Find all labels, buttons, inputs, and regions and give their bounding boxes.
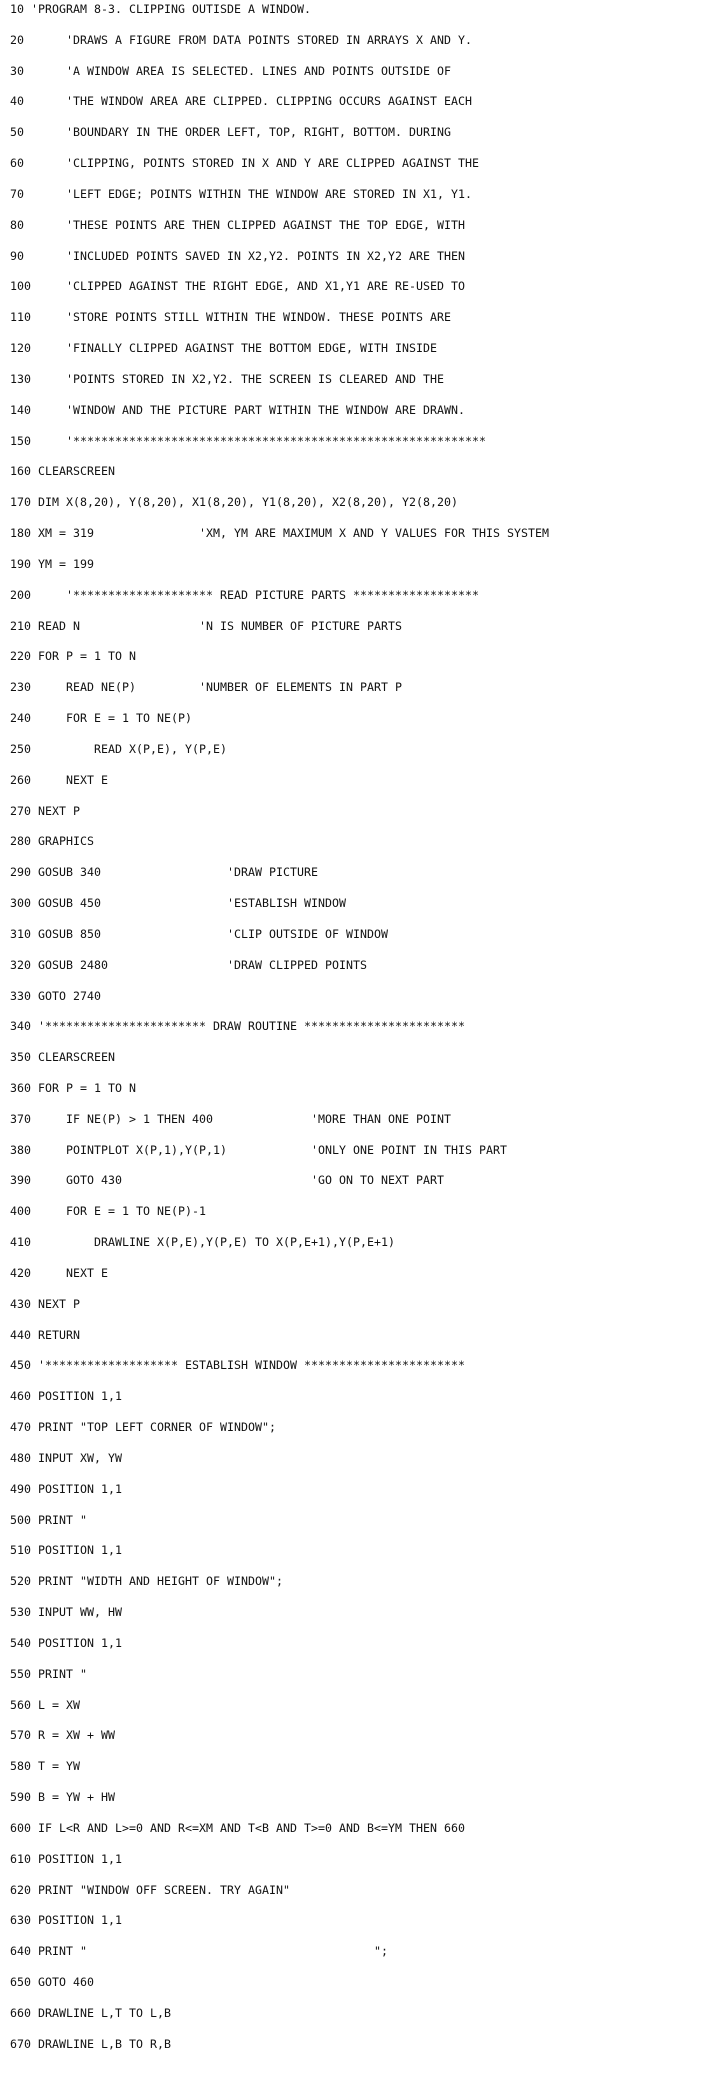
code-line: 570 R = XW + WW: [10, 1728, 116, 1743]
code-line: 370 IF NE(P) > 1 THEN 400 'MORE THAN ONE POINT: [10, 1111, 452, 1126]
code-line: 310 GOSUB 850 'CLIP OUTSIDE OF WINDOW: [10, 926, 389, 941]
code-line: 40 'THE WINDOW AREA ARE CLIPPED. CLIPPING OCCURS AGAINST EACH: [10, 94, 473, 109]
code-line: 340 '*********************** DRAW ROUTINE ***********************: [10, 1019, 466, 1034]
code-line: 580 T = YW: [10, 1759, 81, 1774]
code-line: 450 '******************* ESTABLISH WINDOW ***********************: [10, 1358, 466, 1373]
code-line: 590 B = YW + HW: [10, 1790, 116, 1805]
code-line: 640 PRINT " ";: [10, 1944, 389, 1959]
code-line: 260 NEXT E: [10, 772, 109, 787]
code-line: 70 'LEFT EDGE; POINTS WITHIN THE WINDOW ARE STORED IN X1, Y1.: [10, 186, 473, 201]
code-line: 110 'STORE POINTS STILL WITHIN THE WINDOW. THESE POINTS ARE: [10, 310, 452, 325]
code-line: 540 POSITION 1,1: [10, 1635, 123, 1650]
code-line: 620 PRINT "WINDOW OFF SCREEN. TRY AGAIN": [10, 1882, 291, 1897]
code-line: 330 GOTO 2740: [10, 988, 102, 1003]
code-line: 20 'DRAWS A FIGURE FROM DATA POINTS STORED IN ARRAYS X AND Y.: [10, 32, 473, 47]
code-line: 90 'INCLUDED POINTS SAVED IN X2,Y2. POINTS IN X2,Y2 ARE THEN: [10, 248, 466, 263]
code-line: 530 INPUT WW, HW: [10, 1605, 123, 1620]
code-line: 100 'CLIPPED AGAINST THE RIGHT EDGE, AND X1,Y1 ARE RE-USED TO: [10, 279, 466, 294]
code-line: 390 GOTO 430 'GO ON TO NEXT PART: [10, 1173, 445, 1188]
program-listing: [10, 2, 708, 2090]
code-line: 380 POINTPLOT X(P,1),Y(P,1) 'ONLY ONE POINT IN THIS PART: [10, 1142, 508, 1157]
code-line: 510 POSITION 1,1: [10, 1543, 123, 1558]
code-line: 50 'BOUNDARY IN THE ORDER LEFT, TOP, RIGHT, BOTTOM. DURING: [10, 125, 452, 140]
code-line: 650 GOTO 460: [10, 1975, 95, 1989]
code-line: 560 L = XW: [10, 1697, 81, 1712]
code-line: 630 POSITION 1,1: [10, 1913, 123, 1928]
code-line: 350 CLEARSCREEN: [10, 1050, 116, 1065]
code-line: 280 GRAPHICS: [10, 834, 95, 849]
code-line: 440 RETURN: [10, 1327, 81, 1342]
code-line: 500 PRINT ": [10, 1512, 88, 1527]
code-line: 550 PRINT ": [10, 1666, 88, 1681]
code-line: 30 'A WINDOW AREA IS SELECTED. LINES AND POINTS OUTSIDE OF: [10, 63, 452, 78]
code-line: 200 '******************** READ PICTURE PARTS ******************: [10, 587, 480, 602]
code-line: 150 '***********************************************************: [10, 433, 487, 448]
code-line: 80 'THESE POINTS ARE THEN CLIPPED AGAINST THE TOP EDGE, WITH: [10, 217, 466, 232]
code-line: 520 PRINT "WIDTH AND HEIGHT OF WINDOW";: [10, 1574, 284, 1589]
code-line: 320 GOSUB 2480 'DRAW CLIPPED POINTS: [10, 957, 368, 972]
code-line: 660 DRAWLINE L,T TO L,B: [10, 2005, 172, 2020]
code-line: 600 IF L<R AND L>=0 AND R<=XM AND T<B AND T>=0 AND B<=YM THEN 660: [10, 1820, 466, 1835]
code-line: 10 'PROGRAM 8-3. CLIPPING OUTISDE A WINDOW.: [10, 2, 312, 16]
code-line: 270 NEXT P: [10, 803, 81, 818]
code-line: 480 INPUT XW, YW: [10, 1450, 123, 1465]
code-line: 360 FOR P = 1 TO N: [10, 1080, 137, 1095]
code-line: 670 DRAWLINE L,B TO R,B: [10, 2036, 172, 2051]
code-line: 120 'FINALLY CLIPPED AGAINST THE BOTTOM EDGE, WITH INSIDE: [10, 341, 438, 356]
code-line: 290 GOSUB 340 'DRAW PICTURE: [10, 865, 319, 880]
code-line: 210 READ N 'N IS NUMBER OF PICTURE PARTS: [10, 618, 403, 633]
code-line: 180 XM = 319 'XM, YM ARE MAXIMUM X AND Y VALUES FOR THIS SYSTEM: [10, 526, 550, 541]
code-line: 410 DRAWLINE X(P,E),Y(P,E) TO X(P,E+1),Y(P,E+1): [10, 1235, 396, 1250]
code-line: [10, 2067, 708, 2082]
code-line: 160 CLEARSCREEN: [10, 464, 116, 479]
code-line: 430 NEXT P: [10, 1296, 81, 1311]
code-line: 170 DIM X(8,20), Y(8,20), X1(8,20), Y1(8,20), X2(8,20), Y2(8,20): [10, 495, 459, 510]
code-line: 610 POSITION 1,1: [10, 1851, 123, 1866]
code-line: 460 POSITION 1,1: [10, 1389, 123, 1404]
code-line: 140 'WINDOW AND THE PICTURE PART WITHIN THE WINDOW ARE DRAWN.: [10, 402, 466, 417]
code-line: 490 POSITION 1,1: [10, 1481, 123, 1496]
code-line: 190 YM = 199: [10, 556, 95, 571]
code-line: 130 'POINTS STORED IN X2,Y2. THE SCREEN IS CLEARED AND THE: [10, 371, 445, 386]
code-line: 400 FOR E = 1 TO NE(P)-1: [10, 1204, 207, 1219]
code-line: 220 FOR P = 1 TO N: [10, 649, 137, 664]
code-line: 470 PRINT "TOP LEFT CORNER OF WINDOW";: [10, 1420, 277, 1435]
code-line: 230 READ NE(P) 'NUMBER OF ELEMENTS IN PART P: [10, 680, 403, 695]
code-line: 60 'CLIPPING, POINTS STORED IN X AND Y ARE CLIPPED AGAINST THE: [10, 156, 480, 171]
code-line: 250 READ X(P,E), Y(P,E): [10, 741, 228, 756]
code-line: 420 NEXT E: [10, 1265, 109, 1280]
code-line: 240 FOR E = 1 TO NE(P): [10, 711, 193, 726]
code-line: 300 GOSUB 450 'ESTABLISH WINDOW: [10, 896, 347, 911]
